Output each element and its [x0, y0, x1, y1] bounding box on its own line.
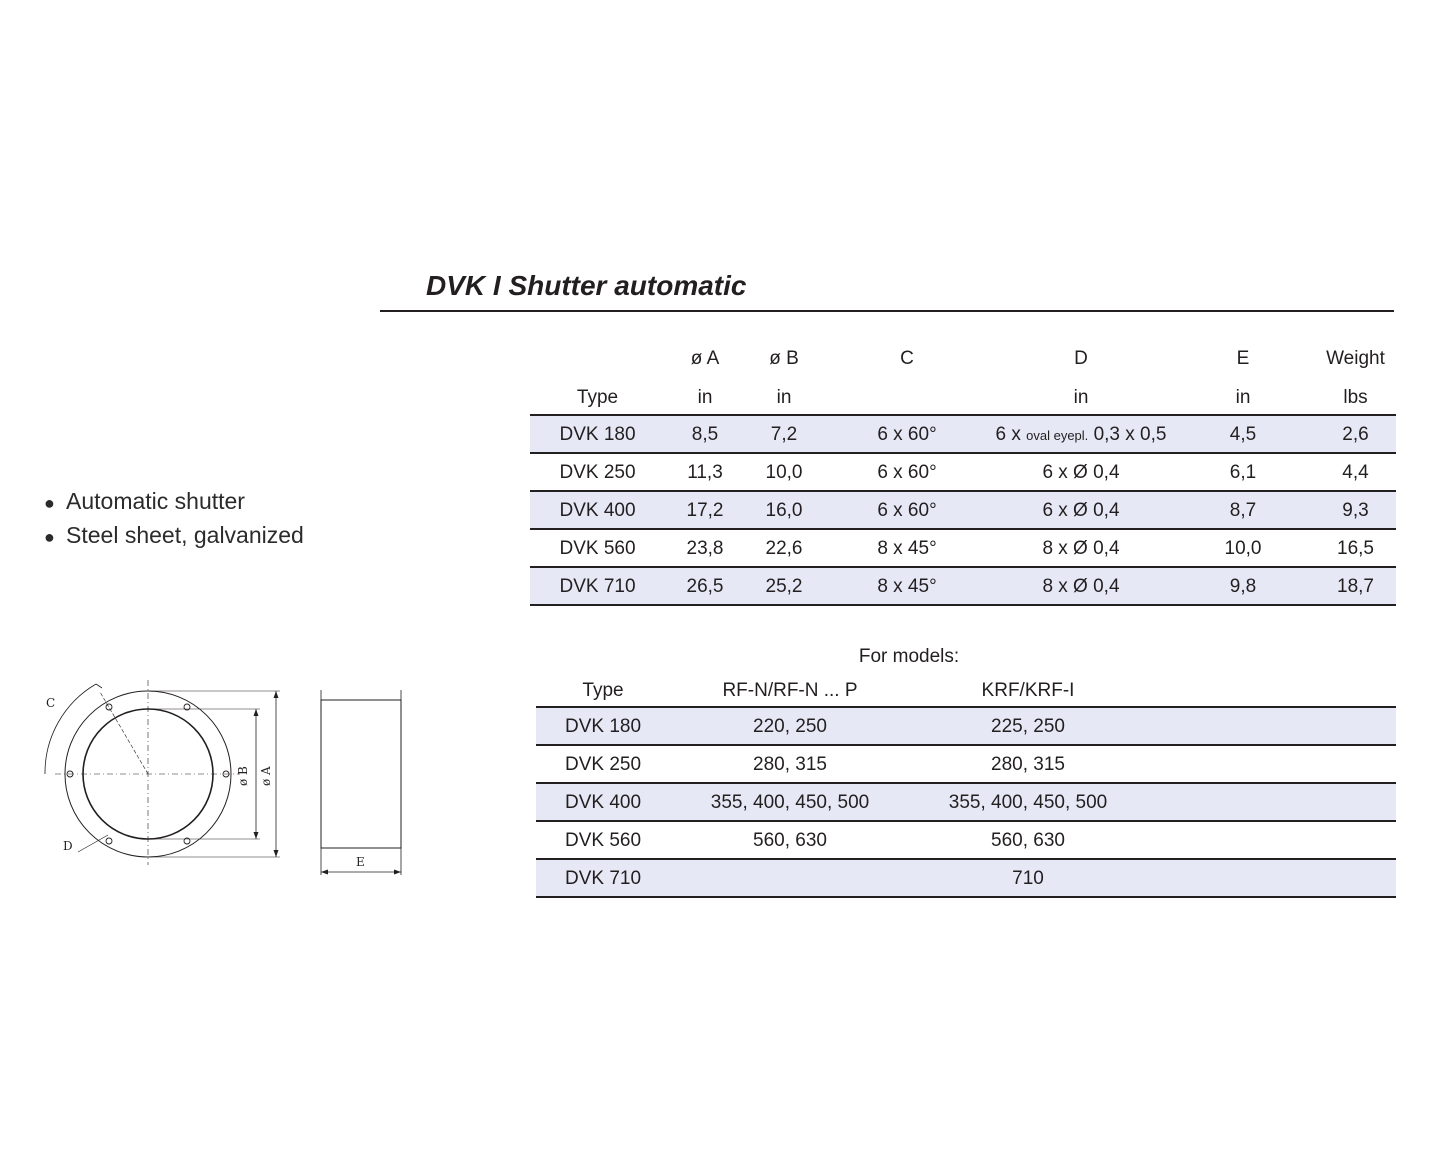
- cell-weight: 4,4: [1342, 462, 1369, 483]
- table-row: [530, 530, 1396, 568]
- cell-type: DVK 180: [559, 424, 636, 445]
- unit-e: in: [1235, 387, 1251, 408]
- table-row: [530, 416, 1396, 454]
- cell-d: 6 x Ø 0,4: [1042, 500, 1120, 521]
- cell-type: DVK 250: [559, 462, 636, 483]
- cell-rf: 355, 400, 450, 500: [710, 792, 870, 813]
- title-divider: [380, 310, 1394, 312]
- table-row: [530, 568, 1396, 606]
- cell-e: 8,7: [1229, 500, 1257, 521]
- models-table-header: [536, 676, 1396, 706]
- table-row: [536, 708, 1396, 746]
- cell-d-suffix: 0,3 x 0,5: [1088, 424, 1167, 445]
- table-row: [536, 822, 1396, 860]
- cell-weight: 2,6: [1342, 424, 1369, 445]
- unit-b: in: [776, 387, 792, 408]
- cell-type: DVK 250: [564, 754, 642, 775]
- header-diameter-b: ø B: [769, 348, 799, 369]
- cell-c: 6 x 60°: [877, 424, 937, 445]
- cell-krf: 355, 400, 450, 500: [948, 792, 1108, 813]
- cell-type: DVK 560: [564, 830, 642, 851]
- cell-a: 26,5: [686, 576, 724, 597]
- cell-type: DVK 560: [559, 538, 636, 559]
- label-e: E: [356, 855, 365, 869]
- cell-a: 23,8: [686, 538, 724, 559]
- unit-a: in: [697, 387, 713, 408]
- feature-text: Automatic shutter: [66, 488, 245, 514]
- dimensions-table-body: [530, 416, 1396, 606]
- cell-weight: 16,5: [1337, 538, 1374, 559]
- cell-b: 7,2: [770, 424, 798, 445]
- cell-type: DVK 400: [559, 500, 636, 521]
- cell-weight: 9,3: [1342, 500, 1369, 521]
- models-caption: For models:: [858, 646, 960, 667]
- header-rf: RF-N/RF-N ... P: [722, 680, 858, 701]
- label-c: C: [46, 696, 56, 710]
- table-row: [536, 746, 1396, 784]
- cell-krf: 280, 315: [991, 754, 1065, 775]
- unit-d: in: [1073, 387, 1089, 408]
- cell-d: 8 x Ø 0,4: [1042, 538, 1120, 559]
- cell-weight: 18,7: [1337, 576, 1374, 597]
- cell-e: 6,1: [1229, 462, 1257, 483]
- dimensions-table-header: [530, 340, 1396, 416]
- bullet-icon: ●: [44, 493, 55, 513]
- cell-krf: 560, 630: [991, 830, 1065, 851]
- cell-c: 8 x 45°: [877, 538, 937, 559]
- header-diameter-a: ø A: [690, 348, 720, 369]
- dimension-drawing: [30, 680, 420, 880]
- label-diameter-b: ø B: [236, 766, 250, 786]
- cell-rf: 280, 315: [753, 754, 827, 775]
- cell-c: 8 x 45°: [877, 576, 937, 597]
- cell-b: 16,0: [765, 500, 803, 521]
- cell-krf: 225, 250: [991, 716, 1065, 737]
- cell-d: 8 x Ø 0,4: [1042, 576, 1120, 597]
- cell-a: 8,5: [691, 424, 719, 445]
- table-row: [530, 492, 1396, 530]
- table-row: [536, 860, 1396, 898]
- cell-e: 9,8: [1229, 576, 1257, 597]
- label-d: D: [63, 839, 73, 853]
- cell-a: 11,3: [687, 462, 723, 483]
- models-table-body: [536, 708, 1396, 898]
- cell-rf: 220, 250: [753, 716, 827, 737]
- cell-rf: [670, 860, 910, 896]
- cell-a: 17,2: [686, 500, 724, 521]
- header-krf: KRF/KRF-I: [981, 680, 1075, 701]
- header-d: D: [1074, 348, 1088, 369]
- cell-e: 4,5: [1229, 424, 1257, 445]
- cell-b: 25,2: [765, 576, 803, 597]
- header-e: E: [1236, 348, 1250, 369]
- cell-d-note: oval eyepl.: [1026, 428, 1089, 443]
- cell-type: DVK 710: [559, 576, 636, 597]
- cell-e: 10,0: [1224, 538, 1262, 559]
- cell-type: DVK 710: [564, 868, 642, 889]
- cell-rf: 560, 630: [753, 830, 827, 851]
- label-diameter-a: ø A: [259, 766, 273, 786]
- header-type: Type: [582, 680, 624, 701]
- feature-item: [44, 518, 304, 552]
- feature-list: [44, 484, 304, 552]
- unit-weight: lbs: [1343, 387, 1368, 408]
- side-view-body: [321, 700, 401, 848]
- header-c: C: [900, 348, 914, 369]
- cell-type: DVK 180: [564, 716, 642, 737]
- feature-text: Steel sheet, galvanized: [66, 522, 304, 548]
- cell-c: 6 x 60°: [877, 500, 937, 521]
- bullet-icon: ●: [44, 527, 55, 547]
- table-row: [536, 784, 1396, 822]
- cell-type: DVK 400: [564, 792, 642, 813]
- header-weight: Weight: [1326, 348, 1385, 369]
- cell-c: 6 x 60°: [877, 462, 937, 483]
- header-type: Type: [576, 387, 619, 408]
- cell-d: [991, 416, 1171, 452]
- cell-b: 10,0: [765, 462, 803, 483]
- cell-d: 6 x Ø 0,4: [1042, 462, 1120, 483]
- cell-d-prefix: 6 x: [995, 424, 1027, 445]
- cell-krf: 710: [1012, 868, 1044, 889]
- table-row: [530, 454, 1396, 492]
- cell-b: 22,6: [765, 538, 803, 559]
- page-title: DVK I Shutter automatic: [426, 270, 747, 301]
- feature-item: [44, 484, 304, 518]
